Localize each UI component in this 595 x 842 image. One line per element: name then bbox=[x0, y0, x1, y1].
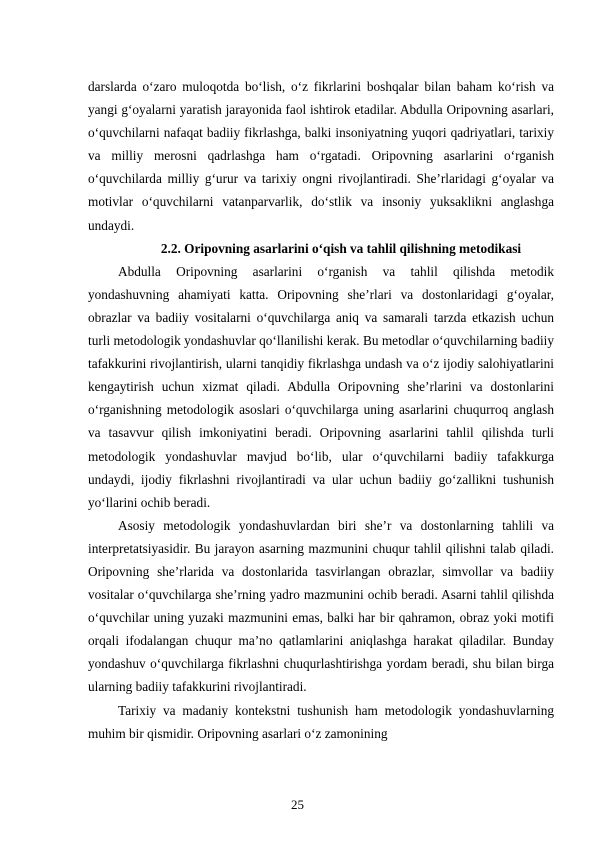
section-heading: 2.2. Oripovning asarlarini o‘qish va tahlil qilishning metodikasi bbox=[160, 240, 522, 256]
page-number: 25 bbox=[291, 797, 304, 812]
paragraph-continuation: darslarda o‘zaro muloqotda bo‘lish, o‘z fikrlarini boshqalar bilan baham ko‘rish va yangi g‘oyalarni yaratish jarayonida faol ishtirok etadilar. Abdulla Oripovning asarlari, o‘quvchilarni nafaqat badiiy fikrlashga, balki insoniyatning yuqori qadriyatlari, tarixiy va milliy merosni qadrlashga ham o‘rgatadi. Oripovning asarlarini o‘rganish o‘quvchilarda milliy g‘urur va tarixiy ongni rivojlantiradi. She’rlaridagi g‘oyalar va motivlar o‘quvchilarni vatanparvarlik, do‘stlik va insoniy yuksaklikni anglashga undaydi. bbox=[88, 79, 554, 233]
paragraph-analysis: Asosiy metodologik yondashuvlardan biri she’r va dostonlarning tahlili va interpretatsiyasidir. Bu jarayon asarning mazmunini chuqur tahlil qilishni talab qiladi. Oripovning she’rlarida va dostonlarida tasvirlangan obrazlar, simvollar va badiiy vositalar o‘quvchilarga she’rning yadro mazmunini ochib beradi. Asarni tahlil qilishda o‘quvchilar uning yuzaki mazmunini emas, balki har bir qahramon, obraz yoki motifi orqali ifodalangan chuqur ma’no qatlamlarini aniqlashga harakat qiladilar. Bunday yondashuv o‘quvchilarga fikrlashni chuqurlashtirishga yordam beradi, shu bilan birga ularning badiiy tafakkurini rivojlantiradi. bbox=[88, 517, 554, 695]
document-page bbox=[88, 75, 554, 745]
paragraph-methodology: Abdulla Oripovning asarlarini o‘rganish va tahlil qilishda metodik yondashuvning ahamiyati katta. Oripovning she’rlari va dostonlaridagi g‘oyalar, obrazlar va badiiy vositalarni o‘quvchilarga aniq va samarali tarzda etkazish uchun turli metodologik yondashuvlar qo‘llanilishi kerak. Bu metodlar o‘quvchilarning badiiy tafakkurini rivojlantirish, ularni tanqidiy fikrlashga undash va o‘z ijodiy salohiyatlarini kengaytirish uchun xizmat qiladi. Abdulla Oripovning she’rlarini va dostonlarini o‘rganishning metodologik asoslari o‘quvchilarga uning asarlarini chuqurroq anglash va tasavvur qilish imkoniyatini beradi. Oripovning asarlarini tahlil qilishda turli metodologik yondashuvlar mavjud bo‘lib, ular o‘quvchilarni badiiy tafakkurga undaydi, ijodiy fikrlashni rivojlantiradi va ular uchun badiiy go‘zallikni tushunish yo‘llarini ochib beradi. bbox=[88, 263, 554, 510]
paragraph-context: Tarixiy va madaniy kontekstni tushunish ham metodologik yondashuvlarning muhim bir qismidir. Oripovning asarlari o‘z zamonining bbox=[88, 702, 554, 741]
